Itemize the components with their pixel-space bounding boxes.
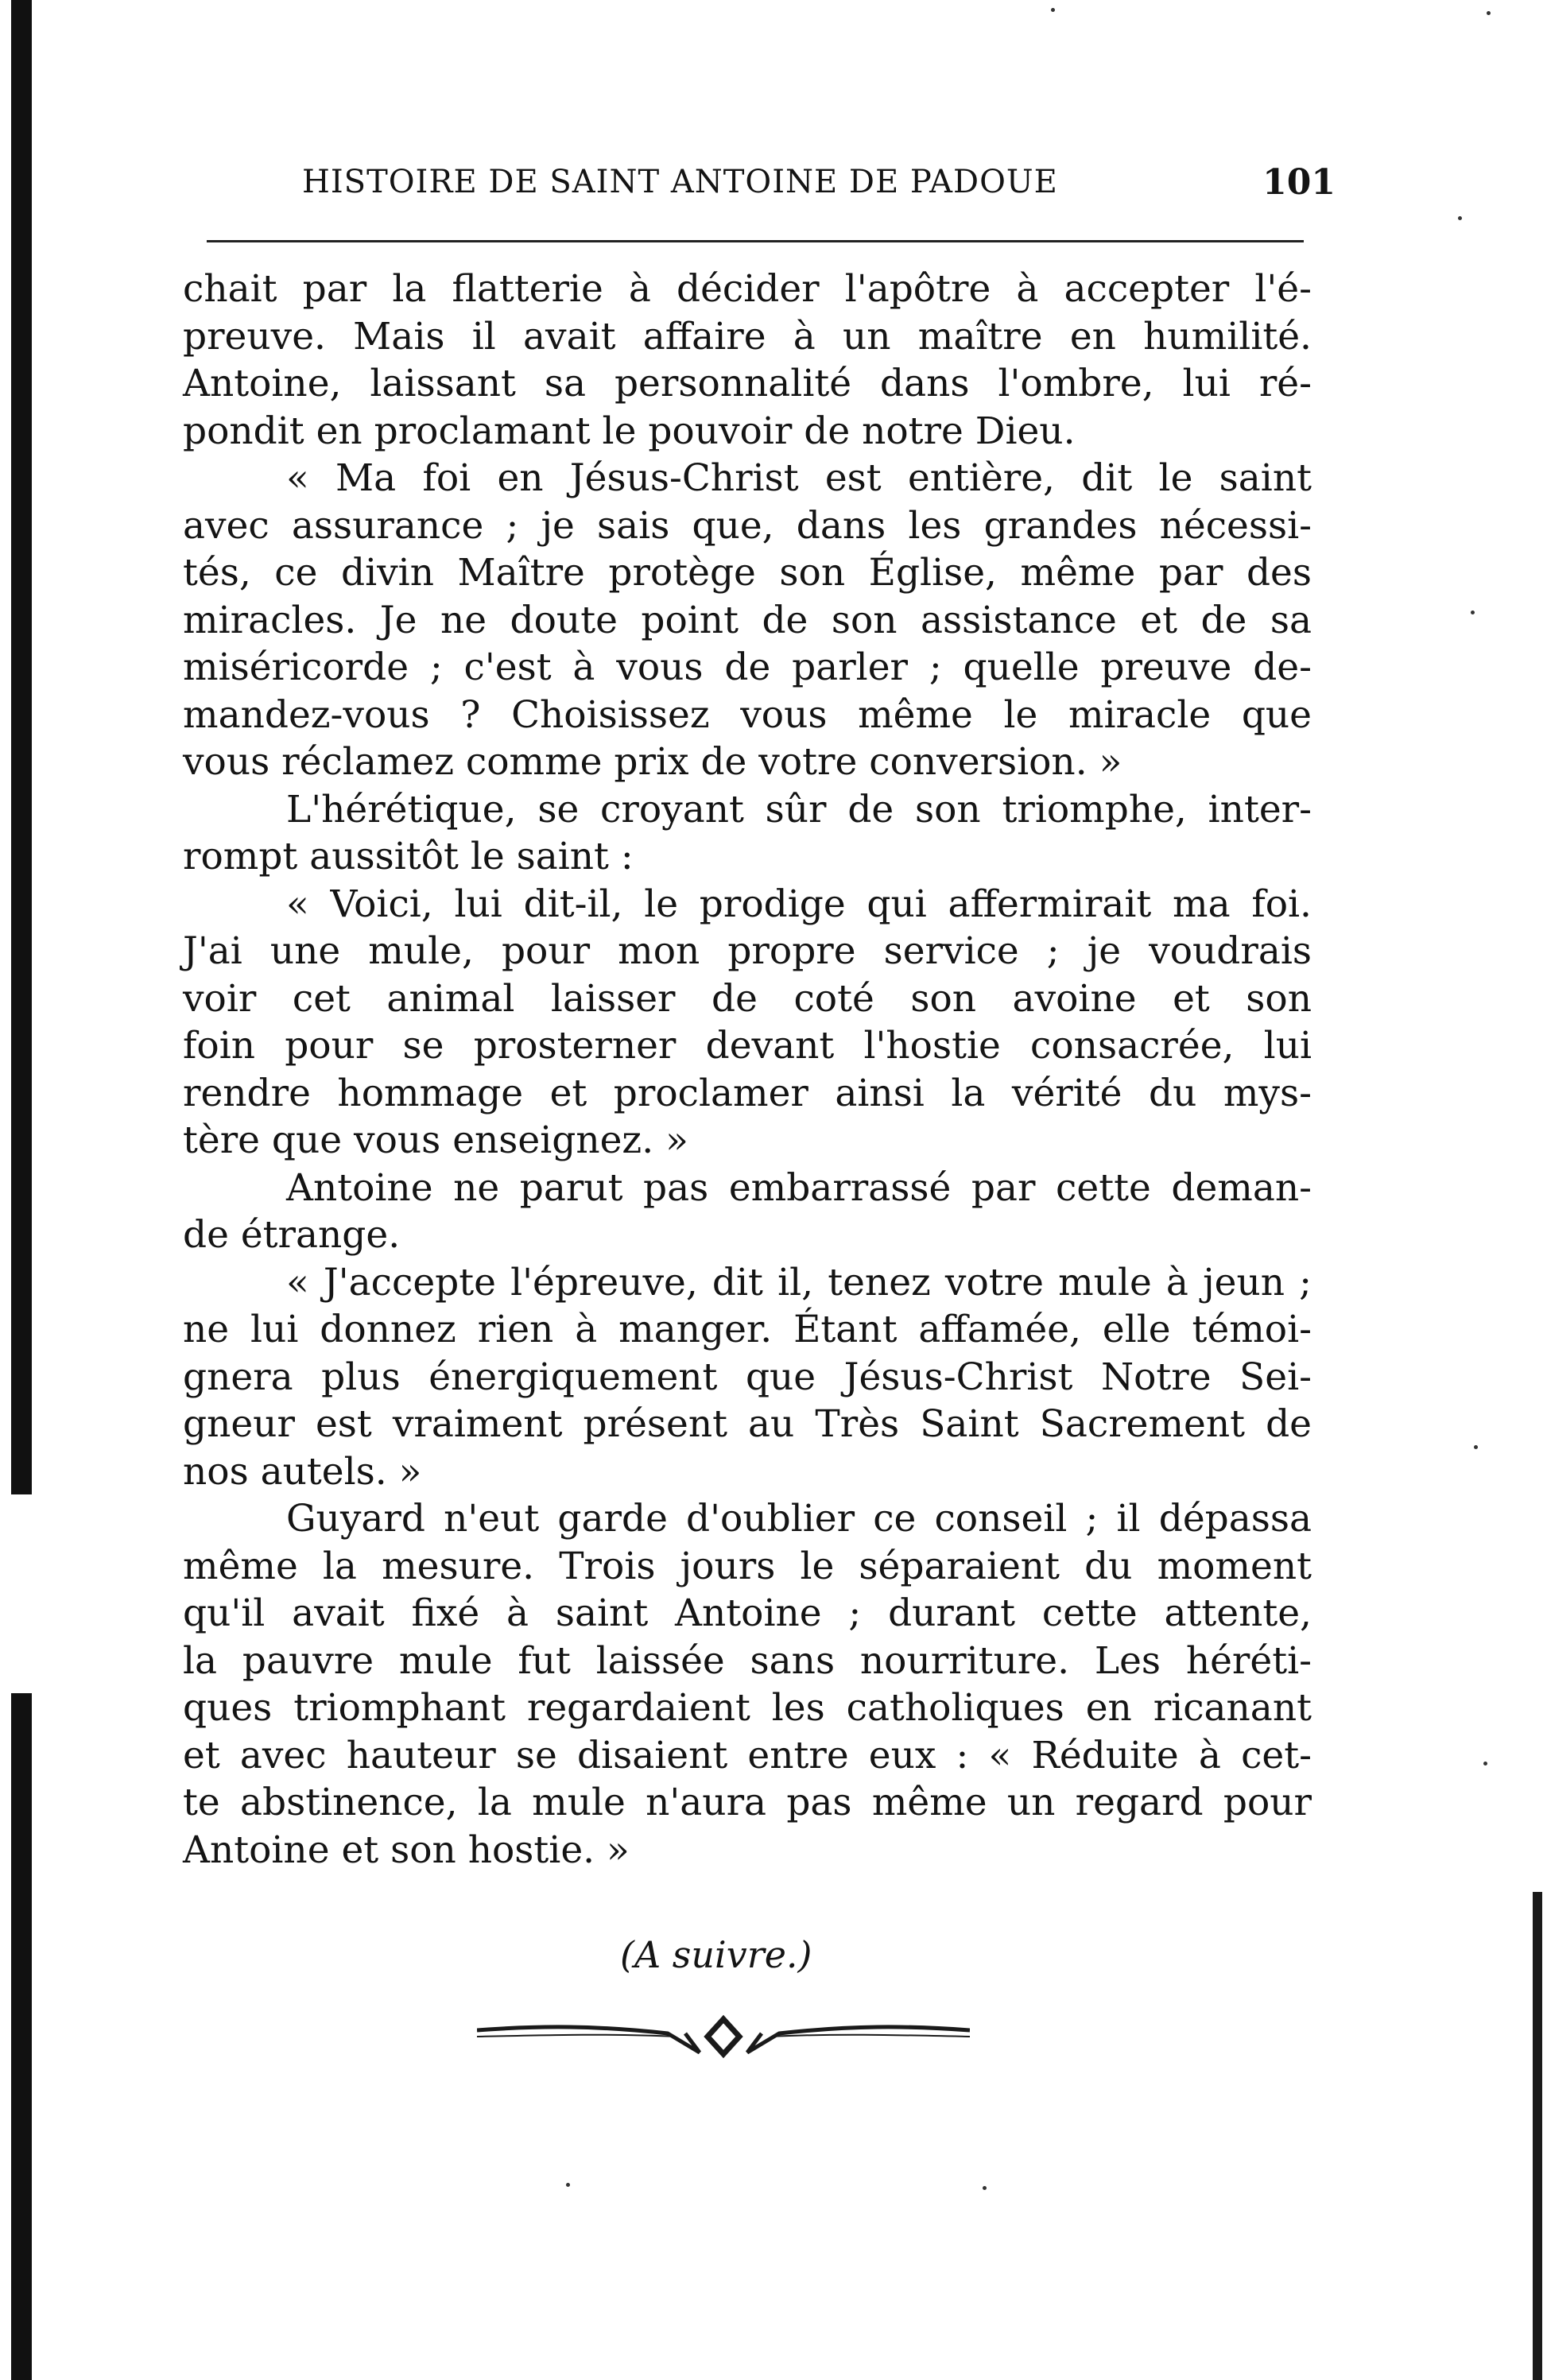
speck [1474,1445,1478,1449]
speck [566,2183,570,2187]
text-line: chait par la flatterie à décider l'apôtre à accepter l'é- [183,267,1312,311]
running-title: HISTOIRE DE SAINT ANTOINE DE PADOUE [302,164,1058,200]
text-line: nos autels. » [183,1449,422,1494]
text-line: Antoine et son hostie. » [183,1828,630,1872]
text-line: et avec hauteur se disaient entre eux : « Réduite à cet- [183,1733,1312,1777]
text-line: L'hérétique, se croyant sûr de son triomphe, inter- [286,787,1312,831]
speck [983,2186,987,2190]
binding-edge-right [1533,1892,1542,2380]
speck [1487,11,1491,15]
body-text [183,266,1312,1874]
to-be-continued: (A suivre.) [620,1933,812,1976]
text-line: avec assurance ; je sais que, dans les grandes nécessi- [183,503,1312,548]
text-line: Guyard n'eut garde d'oublier ce conseil ; il dépassa [286,1497,1312,1541]
text-line: « Ma foi en Jésus-Christ est entière, dit le saint [286,456,1312,500]
text-line: vous réclamez comme prix de votre conversion. » [183,740,1122,784]
text-line: tère que vous enseignez. » [183,1118,688,1162]
text-line: « Voici, lui dit-il, le prodige qui affermirait ma foi. [286,882,1312,926]
text-line: preuve. Mais il avait affaire à un maître en humilité. [183,314,1312,359]
text-line: miséricorde ; c'est à vous de parler ; quelle preuve de- [183,645,1312,689]
text-line: ques triomphant regardaient les catholiques en ricanant [183,1686,1312,1730]
text-line: rompt aussitôt le saint : [183,835,634,878]
text-line: miracles. Je ne doute point de son assistance et de sa [183,598,1312,642]
header-rule [207,240,1304,242]
text-line: tés, ce divin Maître protège son Église, même par des [183,551,1312,595]
text-line: foin pour se prosterner devant l'hostie consacrée, lui [183,1024,1312,1068]
text-line: te abstinence, la mule n'aura pas même un regard pour [183,1781,1312,1824]
speck [1051,8,1055,12]
binding-edge-gap [11,1494,32,1693]
text-line: la pauvre mule fut laissée sans nourriture. Les héréti- [183,1638,1312,1683]
page-header [302,156,1336,211]
speck [1483,1762,1487,1766]
text-line: Antoine ne parut pas embarrassé par cette deman- [286,1165,1312,1210]
text-line: « J'accepte l'épreuve, dit il, tenez votre mule à jeun ; [286,1260,1312,1304]
text-line: de étrange. [183,1213,401,1257]
text-line: même la mesure. Trois jours le séparaient du moment [183,1544,1312,1588]
text-line: Antoine, laissant sa personnalité dans l'ombre, lui ré- [183,362,1312,405]
ornament-divider-icon [477,2002,970,2065]
text-line: gneur est vraiment présent au Très Saint Sacrement de [183,1402,1312,1446]
text-line: gnera plus énergiquement que Jésus-Christ Notre Sei- [183,1355,1312,1399]
text-line: pondit en proclamant le pouvoir de notre Dieu. [183,409,1076,453]
text-line: ne lui donnez rien à manger. Étant affamée, elle témoi- [183,1308,1312,1351]
speck [1471,611,1475,614]
binding-edge-left [11,0,32,2380]
text-line: mandez-vous ? Choisissez vous même le miracle que [183,692,1312,737]
text-line: qu'il avait fixé à saint Antoine ; durant cette attente, [183,1591,1312,1635]
speck [1458,216,1462,220]
page-number: 101 [1262,162,1336,203]
text-line: voir cet animal laisser de coté son avoine et son [183,976,1312,1021]
text-line: J'ai une mule, pour mon propre service ; je voudrais [183,929,1312,973]
text-line: rendre hommage et proclamer ainsi la vérité du mys- [183,1071,1312,1115]
